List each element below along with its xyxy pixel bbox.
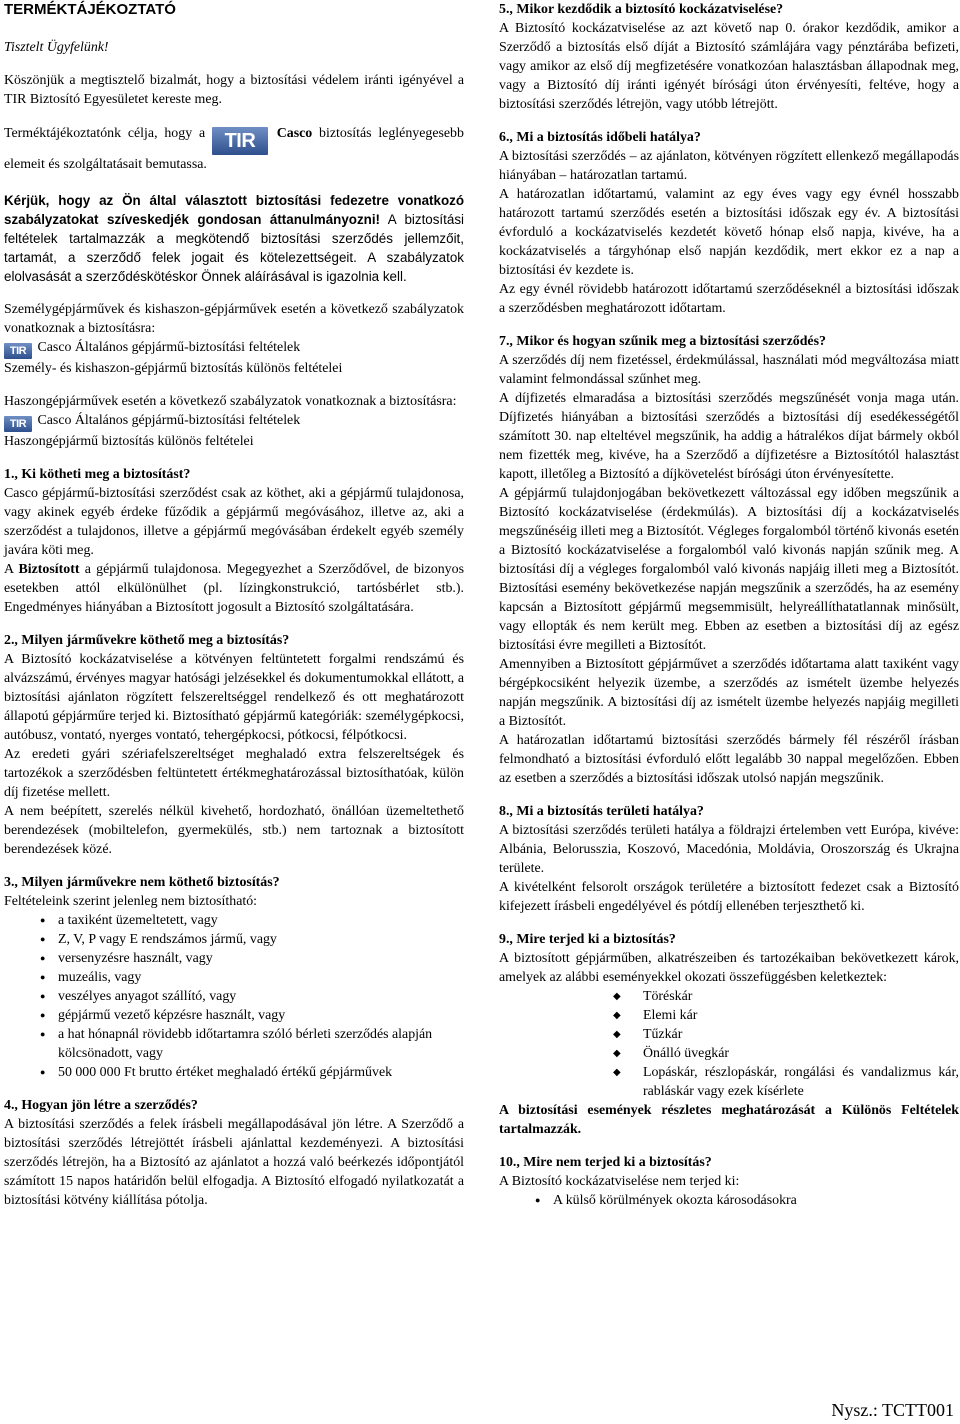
section-7-p3: A gépjármű tulajdonjogában bekövetkezett változással egy időben megszűnik a Biztosító kockázatviselése (érdekmúlás). A biztosítási díj a kockázatviselés megszűnéséig illeti meg a Biztosítót. Végleges forgalomból történő kivonás esetén a Biztosító kockázatviselése a forgalomból való kivonás napján szűnik meg. A biztosítási díj a végleges forgalomból való kivonás napjáig illeti meg a Biztosítót. Biztosítási esemény bekövetkezése napján megszűnik a szerződés, ha az esemény kapcsán a Biztosított gépjármű megsemmisült, helyreállíthatatlannak minősült, vagy ellopták és nem került meg. Ebben az esetben a biztosítási díj az egész biztosítási évre megilleti a Biztosítót. [499, 486, 959, 653]
greeting: Tisztelt Ügyfelünk! [4, 40, 109, 55]
list-item: ◆ Lopáskár, részlopáskár, rongálási és vandalizmus kár, rabláskár vagy ezek kísérlete [499, 1063, 959, 1101]
section-9-title: 9., Mire terjed ki a biztosítás? [499, 932, 676, 947]
list-item: ◆ Tűzkár [499, 1025, 959, 1044]
covered-events-list [499, 987, 959, 1101]
cargo-rule-2: Haszongépjármű biztosítás különös feltételei [4, 434, 254, 449]
right-column [499, 0, 959, 1210]
tir-logo-icon: TIR [212, 127, 268, 155]
section-10-title: 10., Mire nem terjed ki a biztosítás? [499, 1155, 712, 1170]
section-3-title: 3., Milyen járművekre nem köthető biztosítás? [4, 875, 280, 890]
list-item: ● versenyzésre használt, vagy [4, 949, 464, 968]
section-6-p3: Az egy évnél rövidebb határozott időtartamú szerződéseknél a biztosítási időszak a szerződésben meghatározott időtartam. [499, 282, 959, 316]
section-7-p5: A határozatlan időtartamú biztosítási szerződés bármely fél részéről írásban felmondható a biztosítási évforduló előtt legalább 30 nappal megelőzően. Ebben az esetben a szerződés a biztosítási időszak utolsó napján megszűnik. [499, 733, 959, 786]
section-8-title: 8., Mi a biztosítás területi hatálya? [499, 804, 704, 819]
list-item: ● Z, V, P vagy E rendszámos jármű, vagy [4, 930, 464, 949]
cargo-rules-intro: Haszongépjárművek esetén a következő szabályzatok vonatkoznak a biztosításra: [4, 394, 457, 409]
intro-paragraph: Köszönjük a megtisztelő bizalmát, hogy a biztosítási védelem iránti igényével a TIR Biztosító Egyesületet kereste meg. [4, 73, 464, 107]
section-9-note: A biztosítási események részletes meghatározását a Különös Feltételek tartalmazzák. [499, 1103, 959, 1137]
section-4-p1: A biztosítási szerződés a felek írásbeli megállapodásával jön létre. A Szerződő a biztosítási szerződés létrejöttét írásbeli ajánlattal kezdeményezi. A biztosítási szerződés létrejön, ha a Biztosító az ajánlatot a hozzá való beérkezés időpontjától számított 15 napos határidőn belül elfogadja. A Biztosító elfogadó nyilatkozatát a biztosítási kötvény kiállítása pótolja. [4, 1117, 464, 1208]
section-7-p1: A szerződés díj nem fizetéssel, érdekmúlással, használati mód megváltozása miatt valamint felmondással szűnhet meg. [499, 353, 959, 387]
document-code: Nysz.: TCTT001 [831, 1400, 954, 1420]
section-5-title: 5., Mikor kezdődik a biztosító kockázatviselése? [499, 2, 784, 17]
exclusions-list [499, 1191, 959, 1210]
excluded-vehicles-list [4, 911, 464, 1082]
section-6-p2: A határozatlan időtartamú, valamint az egy éves vagy egy évnél hosszabb határozott tartamú szerződés esetén a biztosítási időszak egy év. A biztosítási évforduló a kockázatviselés kezdetét követő hónap első napja, kivéve, ha a kockázatviselés a tárgyhónap első napján kezdődik, mert ekkor ez a nap a biztosítási év kezdete is. [499, 187, 959, 278]
section-7-p2: A díjfizetés elmaradása a biztosítási szerződés megszűnését vonja maga után. Díjfizetés hiányában a biztosítási szerződés a biztosítási díj esedékességétől számított 30. nap elteltével megszűnik, ha addig a hátralékos díjat bármely okból nem fizették meg, kivéve, ha a Szerződő a díjfizetésre a Biztosítótól halasztást kapott, illetőleg a Biztosító a díjkövetelést bírósági úton érvényesítette. [499, 391, 959, 482]
request-paragraph: Kérjük, hogy az Ön által választott biztosítási fedezetre vonatkozó szabályzatokat szíveskedjék gondosan áttanulmányozni! A biztosítási feltételek tartalmazzák a megkötendő biztosítási szerződés jellemzőit, tartamát, a szerződő felek jogait és kötelezettségeit. A szabályzatok elolvasását a szerződéskötéskor Önnek aláírásával is igazolnia kell. [4, 193, 464, 284]
list-item: ● muzeális, vagy [4, 968, 464, 987]
section-7-p4: Amennyiben a Biztosított gépjárművet a szerződés időtartama alatt taxiként vagy bérgépkocsiként helyezik üzembe, a szerződés az ismételt üzembe helyezés napján megszűnik. A biztosítási díj az ismételt üzembe helyezés napjáig megilleti a Biztosítót. [499, 657, 959, 729]
list-item: ◆ Töréskár [499, 987, 959, 1006]
section-6-title: 6., Mi a biztosítás időbeli hatálya? [499, 130, 701, 145]
section-1-title: 1., Ki kötheti meg a biztosítást? [4, 467, 191, 482]
section-7-title: 7., Mikor és hogyan szűnik meg a biztosítási szerződés? [499, 334, 826, 349]
section-5-p1: A Biztosító kockázatviselése az azt követő nap 0. órakor kezdődik, amikor a Szerződő a biztosítás első díját a Biztosító számlájára vagy pénztárába befizeti, vagy amikor az első díj megfizetésére vonatkozóan halasztásban állapodnak meg, vagy a Biztosító díj iránti igényét bírósági úton érvényesíti, feltéve, hogy a biztosítási szerződés létrejön, vagy utóbb létrejött. [499, 21, 959, 112]
list-item: ● a hat hónapnál rövidebb időtartamra szóló bérleti szerződés alapján kölcsönadott, vagy [4, 1025, 464, 1063]
list-item: ● A külső körülmények okozta károsodásokra [499, 1191, 959, 1210]
personal-rule-1: TIR Casco Általános gépjármű-biztosítási feltételek [4, 338, 464, 359]
purpose-paragraph: Terméktájékoztatónk célja, hogy a TIR Casco biztosítás leglényegesebb elemeit és szolgáltatásait bemutassa. [4, 126, 464, 172]
section-2-title: 2., Milyen járművekre köthető meg a biztosítás? [4, 633, 290, 648]
section-9-p1: A biztosított gépjárműben, alkatrészeiben és tartozékaiban bekövetkezett károk, amelyek az alábbi eseményekkel okozati összefüggésben keletkeztek: [499, 951, 959, 985]
section-2-p1: A Biztosító kockázatviselése a kötvényen feltüntetett forgalmi rendszámú és alvázszámú, érvényes magyar hatósági jelzésekkel és dokumentumokkal ellátott, a biztosítási ajánlaton rögzített felszereltséggel rendelkező és ott meghatározott állapotú gépjárműre terjed ki. Biztosítható gépjármű kategóriák: személygépkocsi, autóbusz, vontató, nyerges vontató, tehergépkocsi, pótkocsi, félpótkocsi. [4, 652, 464, 743]
tir-logo-icon: TIR [4, 343, 32, 359]
list-item: ◆ Önálló üvegkár [499, 1044, 959, 1063]
tir-logo-icon: TIR [4, 416, 32, 432]
left-column [4, 0, 464, 1210]
personal-rule-2: Személy- és kishaszon-gépjármű biztosítás különös feltételei [4, 361, 343, 376]
section-1-p1: Casco gépjármű-biztosítási szerződést csak az köthet, aki a gépjármű tulajdonosa, vagy akinek egyéb érdeke fűződik a gépjármű megóvásához, illetve az, aki a szerződést a tulajdonos, illetve a gépjármű megóvásában érdekelt egyéb személy javára köti meg. [4, 486, 464, 558]
cargo-rule-1: TIR Casco Általános gépjármű-biztosítási feltételek [4, 411, 464, 432]
section-8-p2: A kivételként felsorolt országok területére a biztosított fedezet csak a Biztosító kifejezett írásbeli engedélyével és pótdíj ellenében terjeszthető ki. [499, 880, 959, 914]
list-item: ● veszélyes anyagot szállító, vagy [4, 987, 464, 1006]
list-item: ● a taxiként üzemeltetett, vagy [4, 911, 464, 930]
list-item: ● 50 000 000 Ft brutto értéket meghaladó értékű gépjárművek [4, 1063, 464, 1082]
list-item: ◆ Elemi kár [499, 1006, 959, 1025]
section-2-p2: Az eredeti gyári szériafelszereltséget meghaladó extra felszereltségek és tartozékok a szerződésben feltüntetett értékmeghatározással biztosíthatóak, külön díj fizetése mellett. [4, 747, 464, 800]
section-1-p2: A Biztosított a gépjármű tulajdonosa. Megegyezhet a Szerződővel, de bizonyos esetekben attól elkülönülhet (pl. lízingkonstrukció, tartósbérlet stb.). Engedményes hiányában a Biztosított jogosult a Biztosító szolgáltatására. [4, 562, 464, 615]
personal-rules-intro: Személygépjárművek és kishaszon-gépjárművek esetén a következő szabályzatok vonatkoznak a biztosításra: [4, 302, 464, 336]
section-4-title: 4., Hogyan jön létre a szerződés? [4, 1098, 198, 1113]
list-item: ● gépjármű vezető képzésre használt, vagy [4, 1006, 464, 1025]
section-10-p1: A Biztosító kockázatviselése nem terjed ki: [499, 1174, 740, 1189]
section-2-p3: A nem beépített, szerelés nélkül kivehető, hordozható, önállóan üzemeltethető berendezések (mobiltelefon, gyermekülés, stb.) nem tartoznak a biztosított berendezések közé. [4, 804, 464, 857]
document-title: TERMÉKTÁJÉKOZTATÓ [4, 1, 176, 18]
section-6-p1: A biztosítási szerződés – az ajánlaton, kötvényen rögzített ellenkező megállapodás hiányában – határozatlan tartamú. [499, 149, 959, 183]
section-3-intro: Feltételeink szerint jelenleg nem biztosítható: [4, 894, 258, 909]
section-8-p1: A biztosítási szerződés területi hatálya a földrajzi értelemben vett Európa, kivéve: Albánia, Belorusszia, Koszovó, Macedónia, Moldávia, Oroszország és Ukrajna területe. [499, 823, 959, 876]
